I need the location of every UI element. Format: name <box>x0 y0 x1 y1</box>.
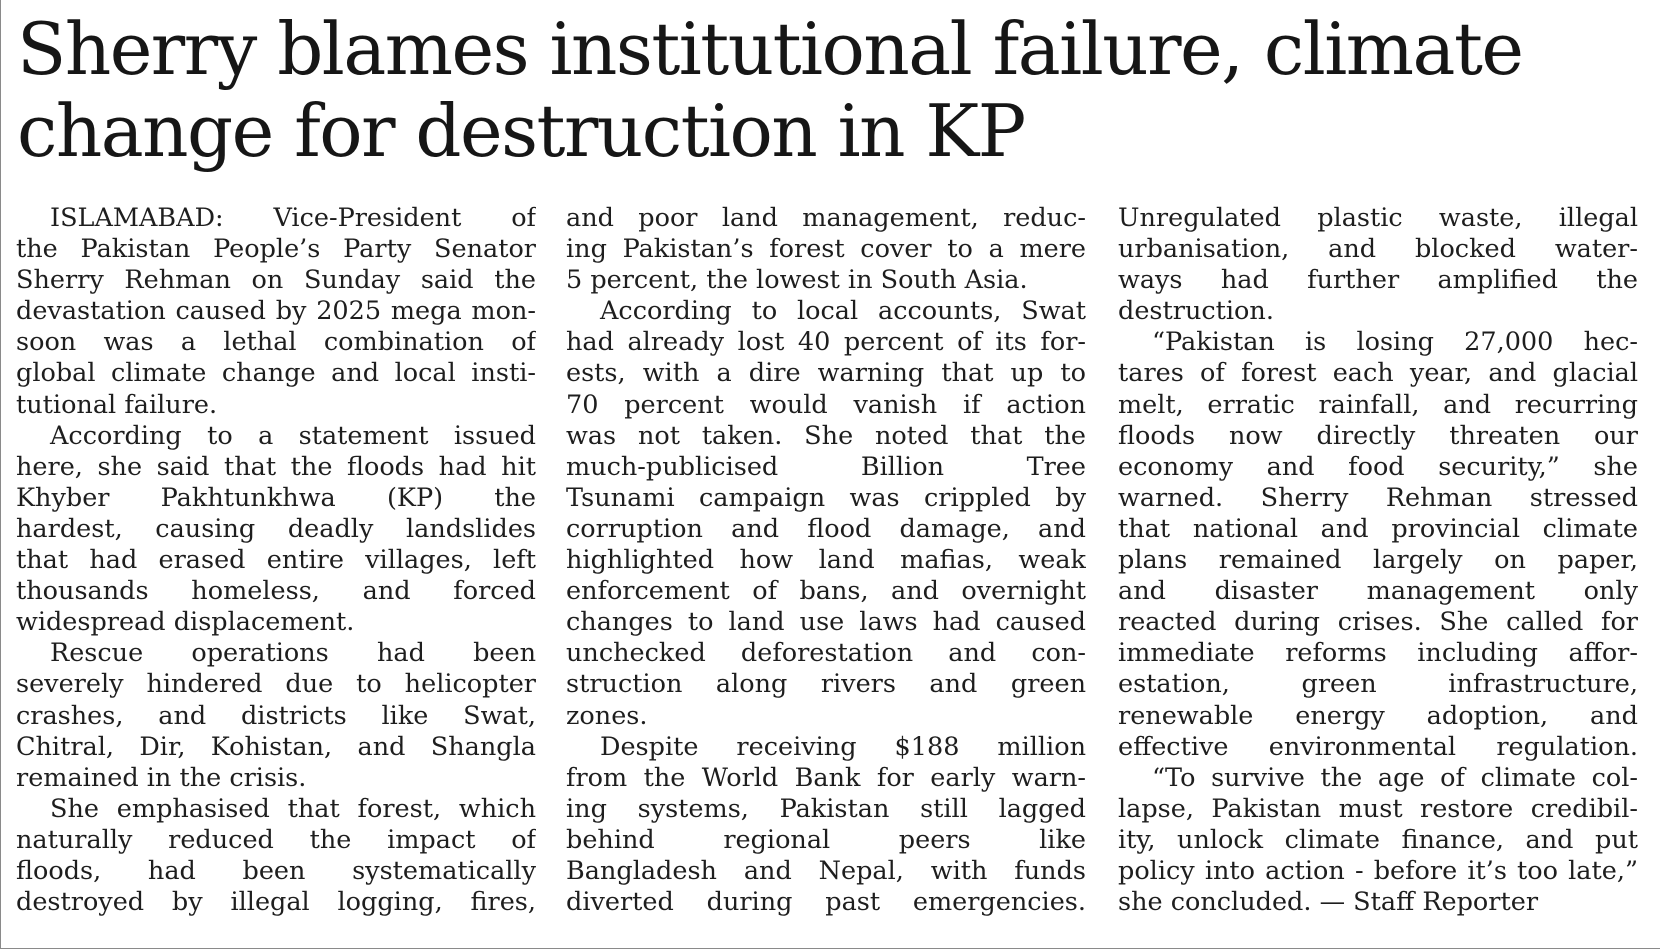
text-line: diverted during past emergencies. <box>566 887 1086 918</box>
text-line: much-publicised Billion Tree <box>566 451 1086 482</box>
text-line: Sherry Rehman on Sunday said the <box>16 265 536 296</box>
text-line: floods, had been systematically <box>16 855 536 886</box>
text-line: Despite receiving $188 million <box>600 731 1086 762</box>
text-line: had already lost 40 percent of its for- <box>566 327 1086 358</box>
text-line: behind regional peers like <box>566 824 1086 855</box>
text-line: ity, unlock climate finance, and put <box>1118 824 1638 855</box>
text-line: lapse, Pakistan must restore credibil- <box>1118 793 1638 824</box>
text-line: and poor land management, reduc- <box>566 203 1086 233</box>
text-line: floods now directly threaten our <box>1118 420 1638 451</box>
text-line: zones. <box>566 700 648 731</box>
text-line: Chitral, Dir, Kohistan, and Shangla <box>16 731 536 762</box>
text-line: renewable energy adoption, and <box>1118 700 1638 731</box>
text-line: Khyber Pakhtunkhwa (KP) the <box>16 482 536 513</box>
article-column-1 <box>16 203 536 918</box>
text-line: Unregulated plastic waste, illegal <box>1118 203 1638 233</box>
text-line: severely hindered due to helicopter <box>16 669 536 700</box>
headline-line: Sherry blames institutional failure, climate <box>17 7 1523 91</box>
text-line: changes to land use laws had caused <box>566 607 1086 638</box>
text-line: plans remained largely on paper, <box>1118 545 1638 576</box>
text-line: thousands homeless, and forced <box>16 576 536 607</box>
text-line: destroyed by illegal logging, fires, <box>16 887 536 918</box>
text-line: According to local accounts, Swat <box>600 296 1086 327</box>
text-line: destruction. <box>1118 296 1274 327</box>
text-line: remained in the crisis. <box>16 762 307 793</box>
text-line: widespread displacement. <box>16 607 355 638</box>
text-line: ways had further amplified the <box>1118 265 1638 296</box>
text-line: ISLAMABAD: Vice-President of <box>50 203 536 233</box>
text-line: highlighted how land mafias, weak <box>566 545 1086 576</box>
text-line: She emphasised that forest, which <box>50 793 536 824</box>
text-line: tutional failure. <box>16 389 218 420</box>
text-line: she concluded. — Staff Reporter <box>1118 887 1539 918</box>
text-line: effective environmental regulation. <box>1118 731 1638 762</box>
text-line: hardest, causing deadly landslides <box>16 513 536 544</box>
text-line: immediate reforms including affor- <box>1118 638 1638 669</box>
text-line: naturally reduced the impact of <box>16 824 536 855</box>
headline-line: change for destruction in KP <box>17 89 1025 173</box>
text-line: tares of forest each year, and glacial <box>1118 358 1638 389</box>
text-line: that national and provincial climate <box>1118 513 1638 544</box>
text-line: According to a statement issued <box>50 420 536 451</box>
text-line: struction along rivers and green <box>566 669 1086 700</box>
text-line: ing systems, Pakistan still lagged <box>566 793 1086 824</box>
text-line: that had erased entire villages, left <box>16 545 536 576</box>
article-column-2 <box>566 203 1086 918</box>
text-line: devastation caused by 2025 mega mon- <box>16 296 536 327</box>
text-line: policy into action - before it’s too late,” <box>1118 855 1638 886</box>
text-line: ing Pakistan’s forest cover to a mere <box>566 234 1086 265</box>
text-line: was not taken. She noted that the <box>566 420 1086 451</box>
text-line: crashes, and districts like Swat, <box>16 700 536 731</box>
text-line: from the World Bank for early warn- <box>566 762 1086 793</box>
text-line: here, she said that the floods had hit <box>16 451 536 482</box>
text-line: estation, green infrastructure, <box>1118 669 1638 700</box>
text-line: 5 percent, the lowest in South Asia. <box>566 265 1028 296</box>
text-line: unchecked deforestation and con- <box>566 638 1086 669</box>
text-line: the Pakistan People’s Party Senator <box>16 234 536 265</box>
text-line: “To survive the age of climate col- <box>1152 762 1638 793</box>
text-line: Bangladesh and Nepal, with funds <box>566 855 1086 886</box>
text-line: urbanisation, and blocked water- <box>1118 234 1638 265</box>
text-line: corruption and flood damage, and <box>566 513 1086 544</box>
text-line: enforcement of bans, and overnight <box>566 576 1086 607</box>
text-line: warned. Sherry Rehman stressed <box>1118 482 1638 513</box>
text-line: economy and food security,” she <box>1118 451 1638 482</box>
headline <box>17 8 1577 172</box>
text-line: ests, with a dire warning that up to <box>566 358 1086 389</box>
text-line: Tsunami campaign was crippled by <box>566 482 1086 513</box>
text-line: Rescue operations had been <box>50 638 536 669</box>
text-line: soon was a lethal combination of <box>16 327 536 358</box>
text-line: and disaster management only <box>1118 576 1638 607</box>
article-column-3 <box>1118 203 1638 918</box>
text-line: global climate change and local insti- <box>16 358 536 389</box>
text-line: “Pakistan is losing 27,000 hec- <box>1152 327 1638 358</box>
text-line: reacted during crises. She called for <box>1118 607 1638 638</box>
text-line: 70 percent would vanish if action <box>566 389 1086 420</box>
text-line: melt, erratic rainfall, and recurring <box>1118 389 1638 420</box>
